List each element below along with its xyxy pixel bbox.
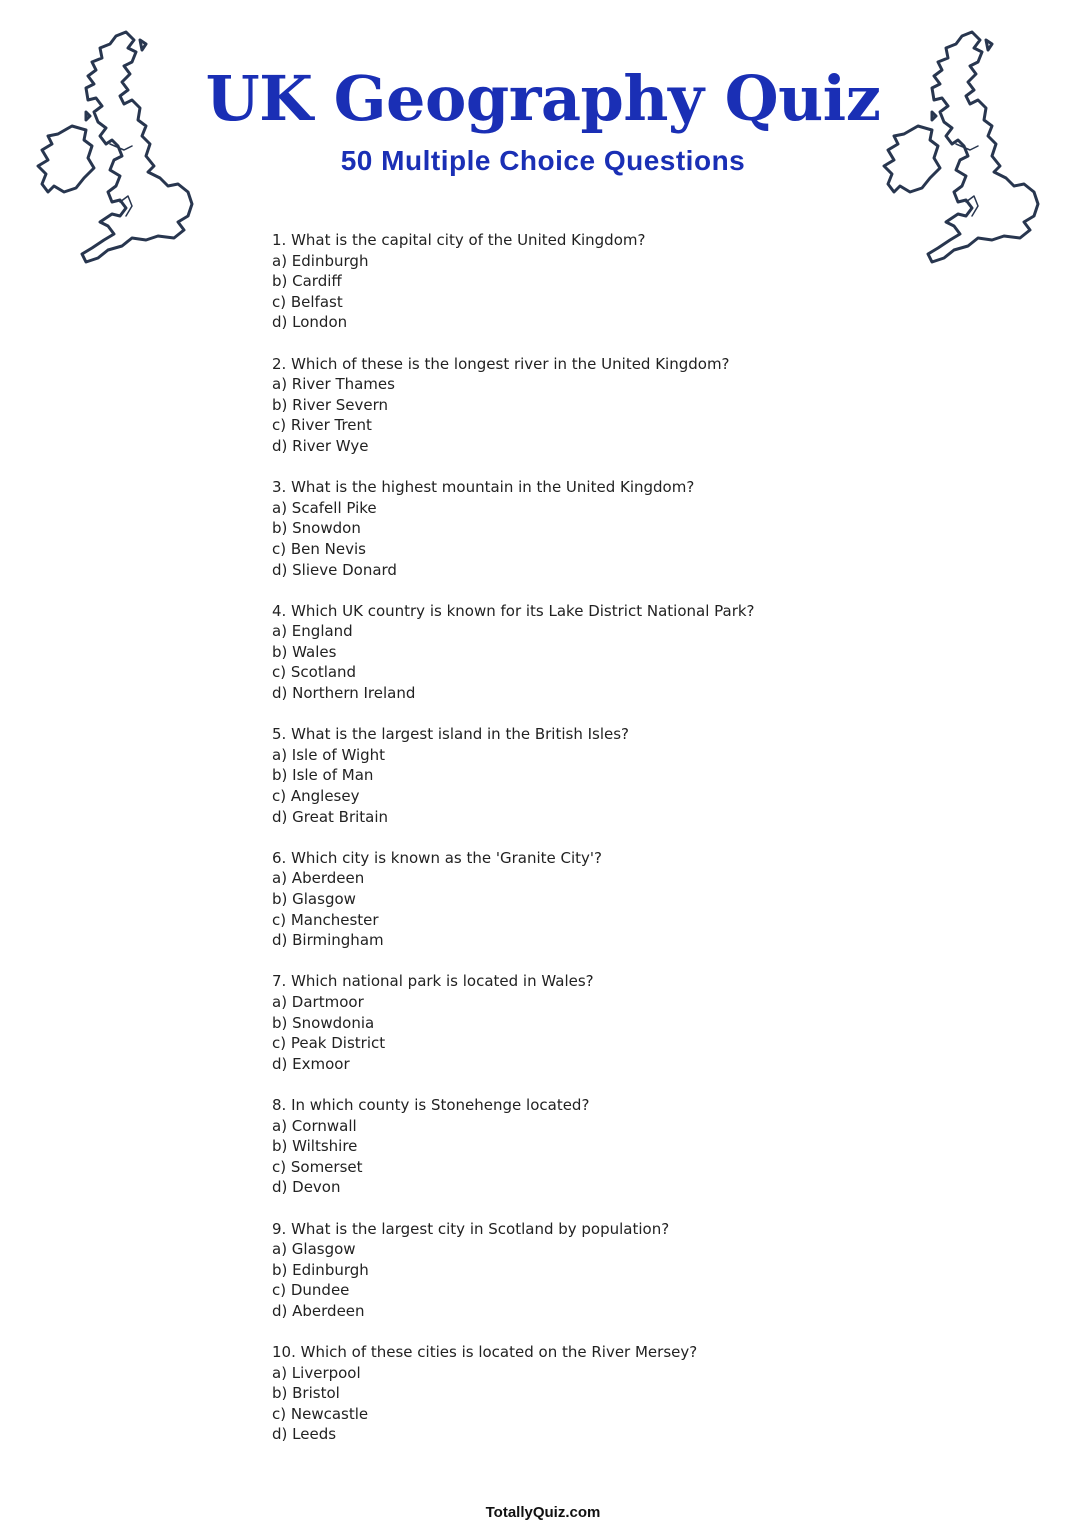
answer-option-d: d) Aberdeen bbox=[272, 1301, 365, 1320]
answer-option-d: d) Great Britain bbox=[272, 807, 389, 826]
question-item bbox=[272, 354, 832, 457]
answer-option-d: d) Devon bbox=[272, 1178, 341, 1197]
answer-option-a: a) Dartmoor bbox=[272, 992, 364, 1011]
answer-option-d: d) Slieve Donard bbox=[272, 560, 397, 579]
answer-option-d: d) Leeds bbox=[272, 1425, 337, 1444]
question-item bbox=[272, 477, 832, 580]
question-text: 1. What is the capital city of the United Kingdom? bbox=[272, 231, 646, 249]
answer-option-a: a) Edinburgh bbox=[272, 251, 369, 270]
question-item bbox=[272, 601, 832, 704]
page-subtitle: 50 Multiple Choice Questions bbox=[340, 145, 746, 176]
answer-option-c: c) River Trent bbox=[272, 416, 372, 435]
answer-option-b: b) Snowdonia bbox=[272, 1013, 375, 1032]
question-text: 3. What is the highest mountain in the United Kingdom? bbox=[272, 478, 695, 497]
question-item bbox=[272, 1095, 832, 1198]
answer-option-b: b) Edinburgh bbox=[272, 1260, 369, 1279]
question-text: 7. Which national park is located in Wales? bbox=[272, 972, 594, 991]
question-item bbox=[272, 971, 832, 1074]
answer-option-a: a) Scafell Pike bbox=[272, 498, 377, 517]
question-text: 6. Which city is known as the 'Granite City'? bbox=[272, 848, 603, 867]
answer-option-a: a) Cornwall bbox=[272, 1116, 357, 1135]
answer-option-d: d) London bbox=[272, 313, 348, 332]
answer-option-c: c) Anglesey bbox=[272, 787, 360, 806]
answer-option-c: c) Somerset bbox=[272, 1157, 363, 1176]
answer-option-c: c) Dundee bbox=[272, 1281, 350, 1300]
answer-option-b: b) Snowdon bbox=[272, 519, 361, 538]
question-item bbox=[272, 848, 832, 951]
answer-option-c: c) Newcastle bbox=[272, 1404, 369, 1423]
answer-option-a: a) River Thames bbox=[272, 375, 395, 394]
answer-option-a: a) Glasgow bbox=[272, 1240, 356, 1259]
answer-option-c: c) Peak District bbox=[272, 1034, 386, 1053]
question-text: 9. What is the largest city in Scotland by population? bbox=[272, 1219, 670, 1238]
answer-option-c: c) Belfast bbox=[272, 292, 343, 311]
answer-option-b: b) Wales bbox=[272, 642, 337, 661]
footer-site-link[interactable]: TotallyQuiz.com bbox=[485, 1504, 601, 1521]
answer-option-d: d) Birmingham bbox=[272, 931, 384, 950]
answer-option-b: b) Wiltshire bbox=[272, 1137, 358, 1156]
question-item bbox=[272, 1342, 832, 1445]
question-item bbox=[272, 230, 832, 333]
page-title: UK Geography Quiz bbox=[205, 62, 881, 135]
answer-option-c: c) Manchester bbox=[272, 910, 379, 929]
question-text: 10. Which of these cities is located on the River Mersey? bbox=[272, 1343, 698, 1362]
answer-option-d: d) Northern Ireland bbox=[272, 684, 416, 703]
answer-option-a: a) Isle of Wight bbox=[272, 745, 386, 764]
question-text: 2. Which of these is the longest river in the United Kingdom? bbox=[272, 354, 730, 373]
answer-option-b: b) Cardiff bbox=[272, 272, 342, 291]
question-text: 4. Which UK country is known for its Lake District National Park? bbox=[272, 601, 755, 620]
answer-option-b: b) Isle of Man bbox=[272, 766, 374, 785]
answer-option-b: b) Glasgow bbox=[272, 890, 356, 908]
question-item bbox=[272, 1219, 832, 1322]
answer-option-c: c) Ben Nevis bbox=[272, 539, 366, 558]
answer-option-b: b) Bristol bbox=[272, 1384, 340, 1403]
answer-option-a: a) England bbox=[272, 622, 353, 641]
answer-option-b: b) River Severn bbox=[272, 395, 389, 414]
answer-option-a: a) Liverpool bbox=[272, 1363, 361, 1382]
answer-option-d: d) Exmoor bbox=[272, 1054, 350, 1073]
answer-option-d: d) River Wye bbox=[272, 436, 369, 455]
question-list bbox=[272, 230, 832, 1466]
answer-option-a: a) Aberdeen bbox=[272, 869, 365, 888]
answer-option-c: c) Scotland bbox=[272, 663, 357, 682]
question-text: 8. In which county is Stonehenge located? bbox=[272, 1095, 590, 1114]
question-text: 5. What is the largest island in the British Isles? bbox=[272, 725, 630, 744]
question-item bbox=[272, 724, 832, 827]
